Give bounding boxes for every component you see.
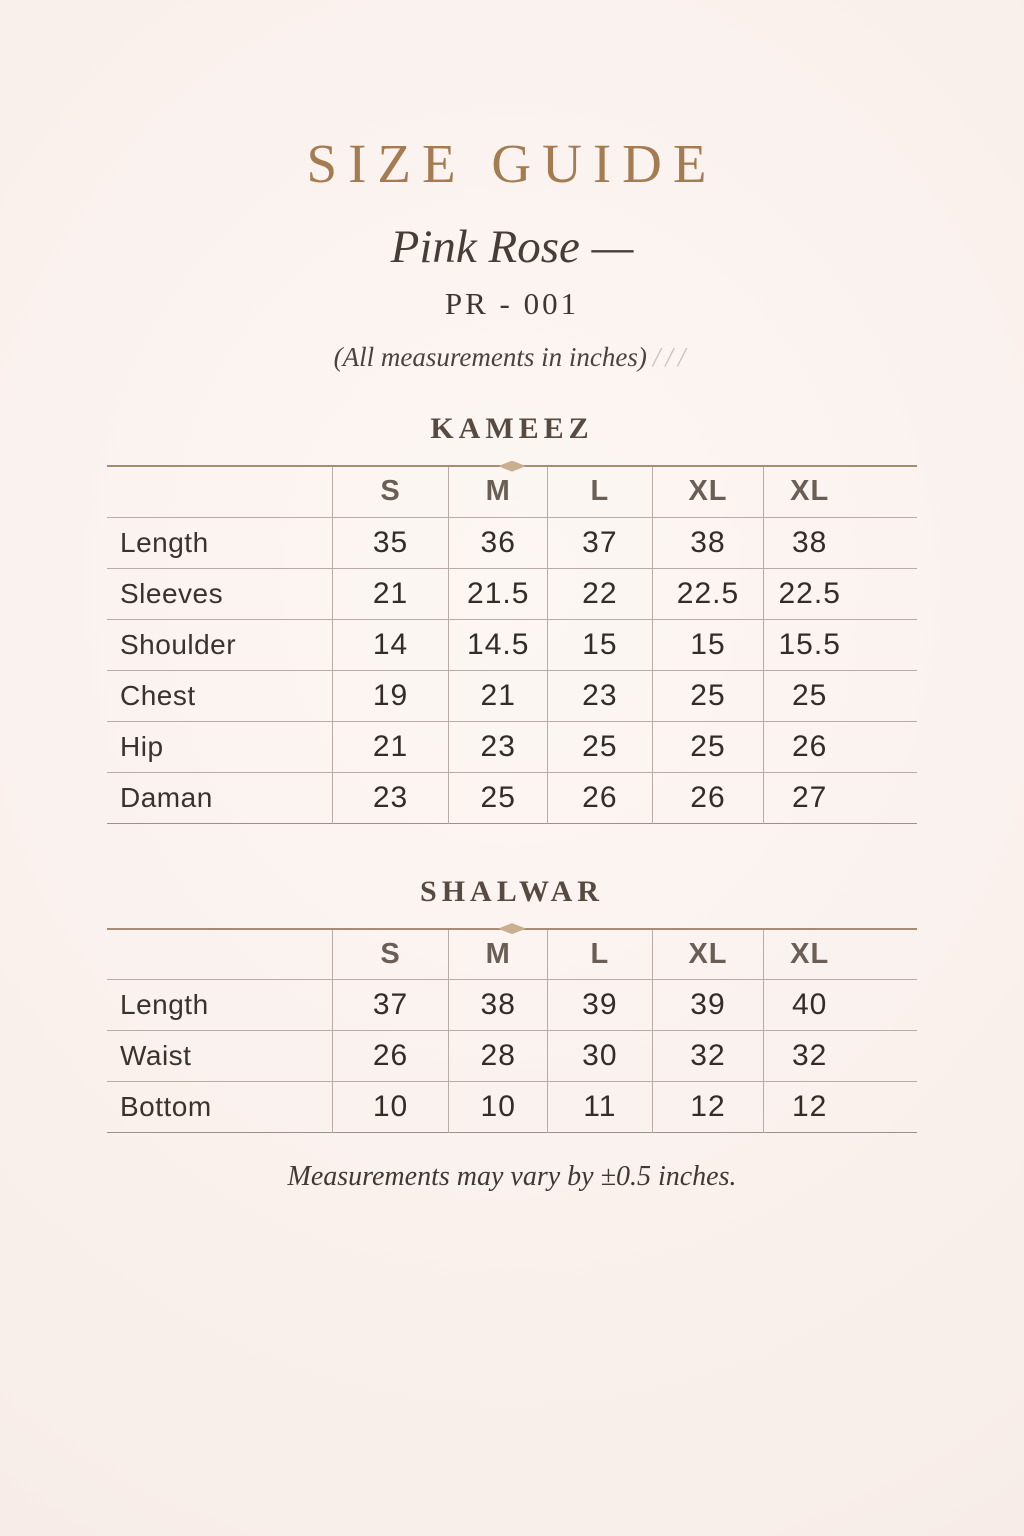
cell-value: 32 <box>652 1031 764 1082</box>
cell-value: 11 <box>548 1082 652 1133</box>
cell-value: 10 <box>332 1082 449 1133</box>
cell-value: 12 <box>652 1082 764 1133</box>
cell-value: 27 <box>764 772 917 823</box>
product-name: Pink Rose — <box>390 220 634 273</box>
cell-value: 37 <box>332 980 449 1031</box>
size-column-header: L <box>548 929 652 980</box>
measurement-unit-note <box>0 340 1024 375</box>
cell-value: 36 <box>449 517 548 568</box>
size-column-header: L <box>548 466 652 517</box>
row-label: Daman <box>120 781 213 813</box>
cell-value: 25 <box>652 670 764 721</box>
row-label: Chest <box>107 670 332 721</box>
cell-value: 22.5 <box>652 568 764 619</box>
cell-value: 26 <box>652 772 764 823</box>
section-title-shalwar: SHALWAR <box>420 874 604 908</box>
cell-value: 15 <box>652 619 764 670</box>
product-code: PR - 001 <box>444 285 580 321</box>
cell-value: 23 <box>332 772 449 823</box>
cell-value: 40 <box>764 980 917 1031</box>
row-label: Waist <box>107 1031 332 1082</box>
size-column-header: XL <box>652 466 764 517</box>
cell-value: 32 <box>764 1031 917 1082</box>
cell-value: 26 <box>764 721 917 772</box>
row-label: Sleeves <box>107 568 332 619</box>
cell-value: 37 <box>548 517 652 568</box>
cell-value: 21 <box>332 721 449 772</box>
cell-value: 26 <box>332 1031 449 1082</box>
measurement-row <box>107 772 917 823</box>
cell-value: 38 <box>652 517 764 568</box>
page-title: SIZE GUIDE <box>306 133 718 194</box>
size-column-header: XL <box>764 466 917 517</box>
kameez-size-table-wrap <box>107 465 917 824</box>
cell-value: 10 <box>449 1082 548 1133</box>
size-header-row <box>107 466 917 517</box>
cell-value: 21 <box>332 568 449 619</box>
cell-value: 25 <box>652 721 764 772</box>
size-column-header: XL <box>764 929 917 980</box>
cell-value: 25 <box>449 772 548 823</box>
size-column-header: M <box>449 466 548 517</box>
cell-value: 12 <box>764 1082 917 1133</box>
cell-value: 14 <box>332 619 449 670</box>
measurement-row <box>107 568 917 619</box>
measurement-row <box>107 619 917 670</box>
measurement-unit-note-text: (All measurements in inches) <box>333 342 647 373</box>
size-column-header: XL <box>652 929 764 980</box>
cell-value: 25 <box>548 721 652 772</box>
cell-value: 14.5 <box>449 619 548 670</box>
cell-value: 25 <box>764 670 917 721</box>
section-title-kameez: KAMEEZ <box>430 412 594 446</box>
cell-value: 39 <box>652 980 764 1031</box>
cell-value: 38 <box>449 980 548 1031</box>
measurement-row <box>107 1031 917 1082</box>
measurement-row <box>107 980 917 1031</box>
cell-value: 26 <box>548 772 652 823</box>
size-column-header: M <box>449 929 548 980</box>
shalwar-size-table-wrap <box>107 928 917 1134</box>
size-column-header: S <box>332 929 449 980</box>
shalwar-size-table <box>107 928 917 1134</box>
cell-value: 15 <box>548 619 652 670</box>
measurement-row <box>107 670 917 721</box>
cell-value: 23 <box>449 721 548 772</box>
tolerance-note: Measurements may vary by ±0.5 inches. <box>287 1161 737 1193</box>
cell-value: 22.5 <box>764 568 917 619</box>
size-column-header: S <box>332 466 449 517</box>
row-label: Hip <box>107 721 332 772</box>
row-label: Bottom <box>120 1091 212 1123</box>
row-label: Shoulder <box>107 619 332 670</box>
kameez-size-table <box>107 465 917 824</box>
cell-value: 28 <box>449 1031 548 1082</box>
measurement-row <box>107 517 917 568</box>
cell-value: 39 <box>548 980 652 1031</box>
row-label: Length <box>107 980 332 1031</box>
cell-value: 21.5 <box>449 568 548 619</box>
cell-value: 15.5 <box>764 619 917 670</box>
table-corner-cell <box>107 466 332 517</box>
slash-decoration: /// <box>652 342 691 373</box>
measurement-row <box>107 1082 917 1133</box>
cell-value: 35 <box>332 517 449 568</box>
cell-value: 22 <box>548 568 652 619</box>
cell-value: 38 <box>764 517 917 568</box>
cell-value: 30 <box>548 1031 652 1082</box>
table-corner-cell <box>107 929 332 980</box>
size-header-row <box>107 929 917 980</box>
row-label: Length <box>107 517 332 568</box>
cell-value: 21 <box>449 670 548 721</box>
cell-value: 19 <box>332 670 449 721</box>
cell-value: 23 <box>548 670 652 721</box>
measurement-row <box>107 721 917 772</box>
